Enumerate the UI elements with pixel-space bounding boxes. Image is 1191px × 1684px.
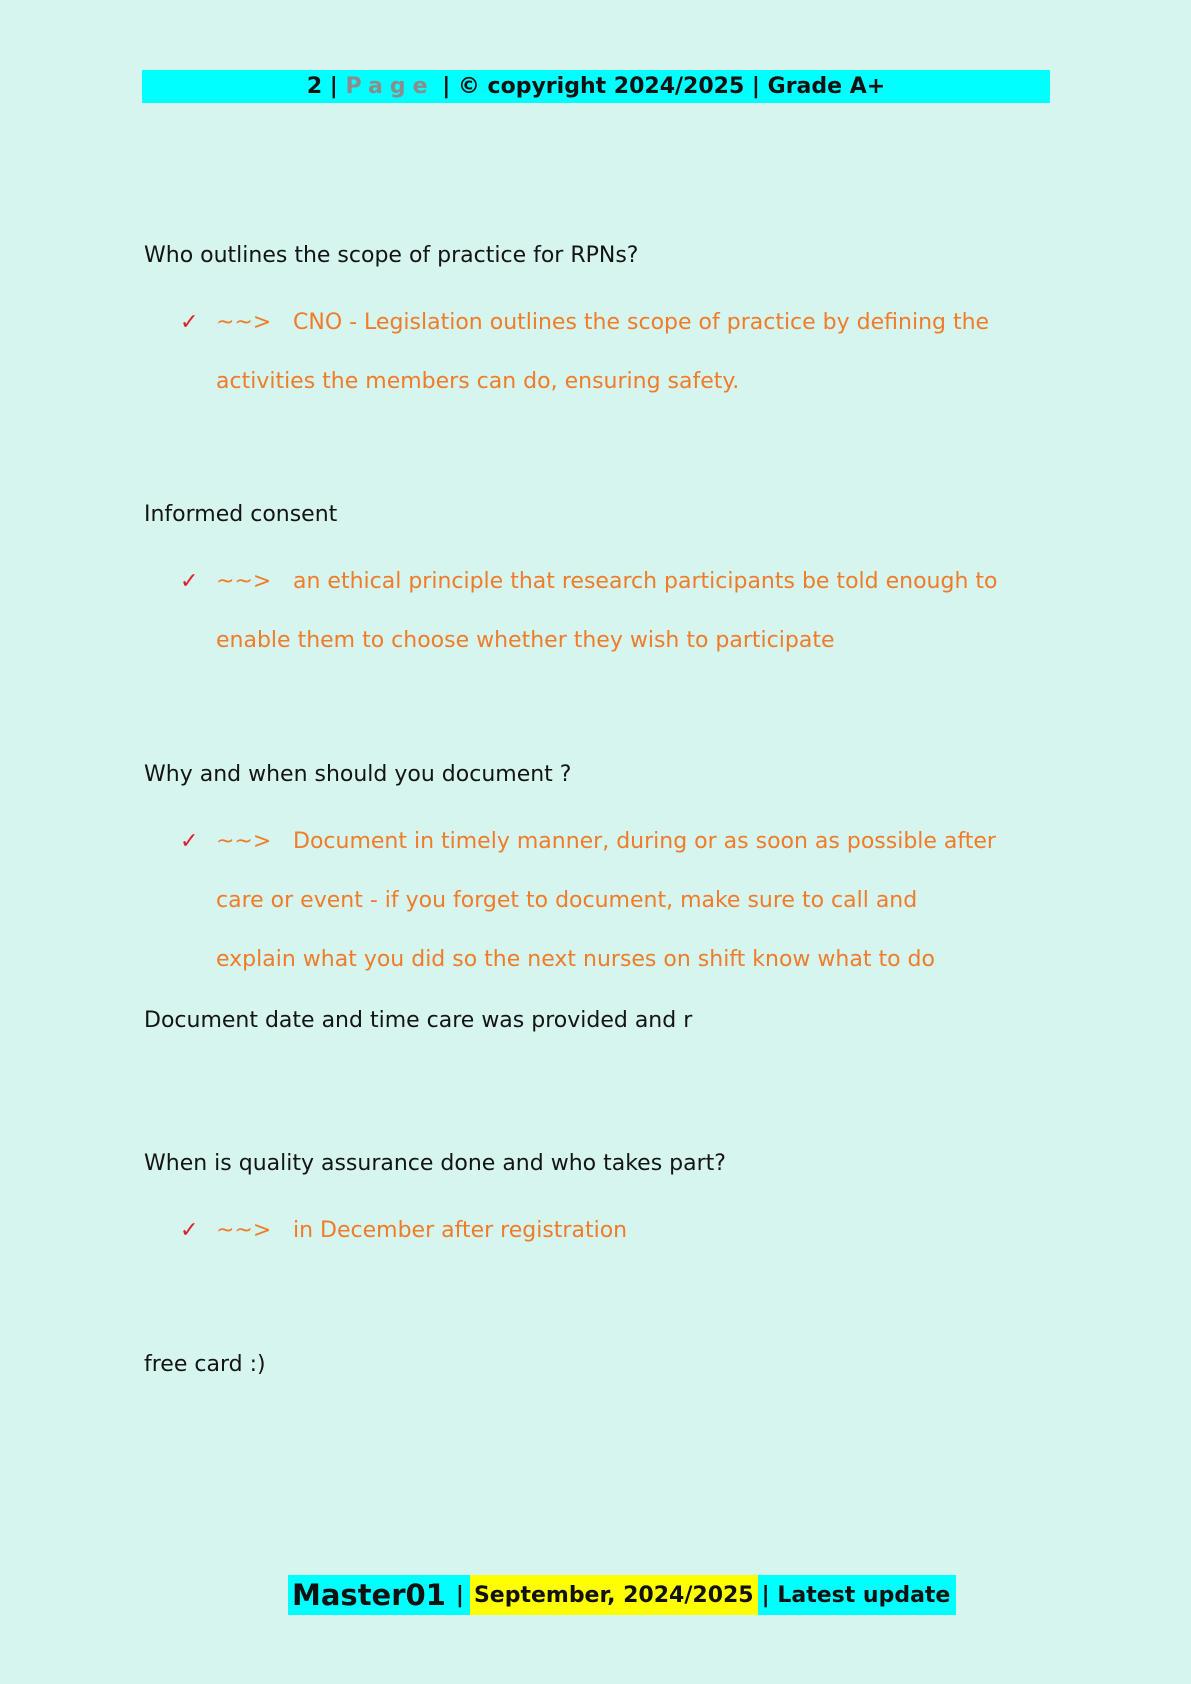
question-1: Who outlines the scope of practice for RPNs? (144, 243, 639, 268)
answer-continuation: Document date and time care was provided and r (144, 1008, 693, 1033)
answer-arrow: ~~> (216, 829, 272, 854)
answer-line: activities the members can do, ensuring safety. (216, 369, 740, 394)
footer-date: September, 2024/2025 (470, 1575, 758, 1615)
footer-latest-label: Latest update (777, 1582, 951, 1608)
footer-separator: | (450, 1575, 470, 1615)
question-2: Informed consent (144, 502, 338, 527)
footer-separator: | (761, 1582, 770, 1608)
question-4: When is quality assurance done and who takes part? (144, 1151, 726, 1176)
answer-line: in December after registration (293, 1218, 628, 1243)
page-footer (288, 1575, 956, 1615)
header-separator: | (322, 74, 346, 99)
answer-arrow: ~~> (216, 569, 272, 594)
check-icon: ✓ (180, 310, 199, 335)
answer-line: Document in timely manner, during or as soon as possible after (293, 829, 996, 854)
answer-line: enable them to choose whether they wish to participate (216, 628, 835, 653)
footer-latest-update (758, 1575, 957, 1615)
check-icon: ✓ (180, 1218, 199, 1243)
question-3: Why and when should you document ? (144, 762, 572, 787)
answer-arrow: ~~> (216, 1218, 272, 1243)
check-icon: ✓ (180, 569, 199, 594)
footer-brand: Master01 (288, 1575, 450, 1615)
page-word: Page (345, 74, 435, 99)
answer-arrow: ~~> (216, 310, 272, 335)
answer-line: an ethical principle that research participants be told enough to (293, 569, 998, 594)
header-copyright: | © copyright 2024/2025 | Grade A+ (434, 74, 886, 99)
answer-line: explain what you did so the next nurses on shift know what to do (216, 947, 935, 972)
answer-line: care or event - if you forget to document, make sure to call and (216, 888, 918, 913)
answer-line: CNO - Legislation outlines the scope of practice by defining the (293, 310, 990, 335)
page-number: 2 (306, 74, 323, 99)
question-5: free card :) (144, 1352, 266, 1377)
check-icon: ✓ (180, 829, 199, 854)
